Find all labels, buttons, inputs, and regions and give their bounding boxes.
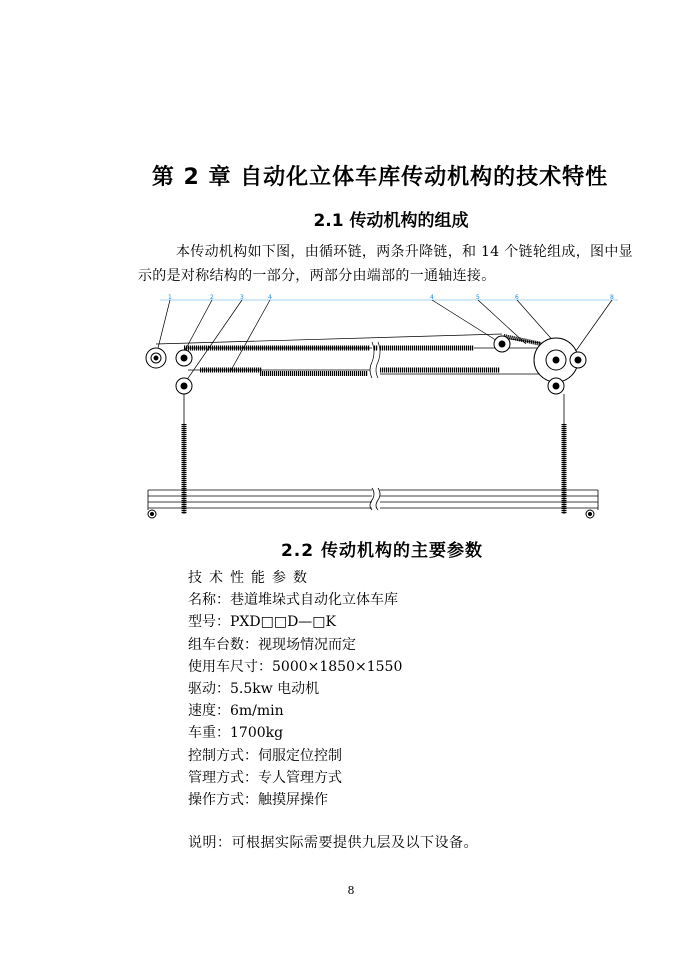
callout-label: 8 bbox=[610, 294, 614, 301]
section-2-1-title: 2.1 传动机构的组成 bbox=[313, 211, 469, 231]
page-number: 8 bbox=[347, 884, 355, 897]
car-platform bbox=[148, 488, 598, 510]
callout-label: 4 bbox=[268, 294, 272, 301]
parameter-item: 控制方式：伺服定位控制 bbox=[188, 747, 342, 764]
parameter-item: 名称：巷道堆垛式自动化立体车库 bbox=[188, 592, 398, 609]
callout-label: 1 bbox=[168, 294, 172, 301]
left-sprockets bbox=[146, 348, 192, 394]
section-2-2-title: 2.2 传动机构的主要参数 bbox=[280, 541, 484, 561]
parameter-item: 管理方式：专人管理方式 bbox=[188, 769, 342, 786]
platform-wheels bbox=[148, 510, 594, 518]
parameter-item: 操作方式：触摸屏操作 bbox=[188, 792, 328, 809]
parameter-item: 组车台数：视现场情况而定 bbox=[188, 636, 356, 653]
drive-sprockets bbox=[494, 336, 586, 394]
parameter-item: 驱动：5.5kw 电动机 bbox=[188, 681, 320, 698]
note-text: 说明：可根据实际需要提供九层及以下设备。 bbox=[188, 835, 478, 851]
parameter-item: 型号：PXD□□D—□K bbox=[188, 614, 336, 631]
parameter-item: 速度：6m/min bbox=[188, 703, 284, 720]
callout-label: 2 bbox=[210, 294, 214, 301]
parameter-item: 车重：1700kg bbox=[188, 725, 284, 742]
parameter-heading: 技术性能参数 bbox=[188, 570, 314, 586]
callout-label: 6 bbox=[515, 294, 519, 301]
callout-label: 3 bbox=[240, 294, 244, 301]
parameter-list bbox=[188, 567, 402, 811]
chapter-title: 第 2 章 自动化立体车库传动机构的技术特性 bbox=[151, 165, 609, 190]
transmission-mechanism-diagram bbox=[140, 286, 630, 531]
parameter-item: 使用车尺寸：5000×1850×1550 bbox=[188, 658, 403, 675]
callout-label: 5 bbox=[476, 294, 480, 301]
section-2-1-paragraph: 本传动机构如下图，由循环链，两条升降链，和 14 个链轮组成，图中显示的是对称结构的一部分，两部分由端部的一通轴连接。 bbox=[138, 244, 633, 284]
callout-label: 4 bbox=[430, 294, 434, 301]
